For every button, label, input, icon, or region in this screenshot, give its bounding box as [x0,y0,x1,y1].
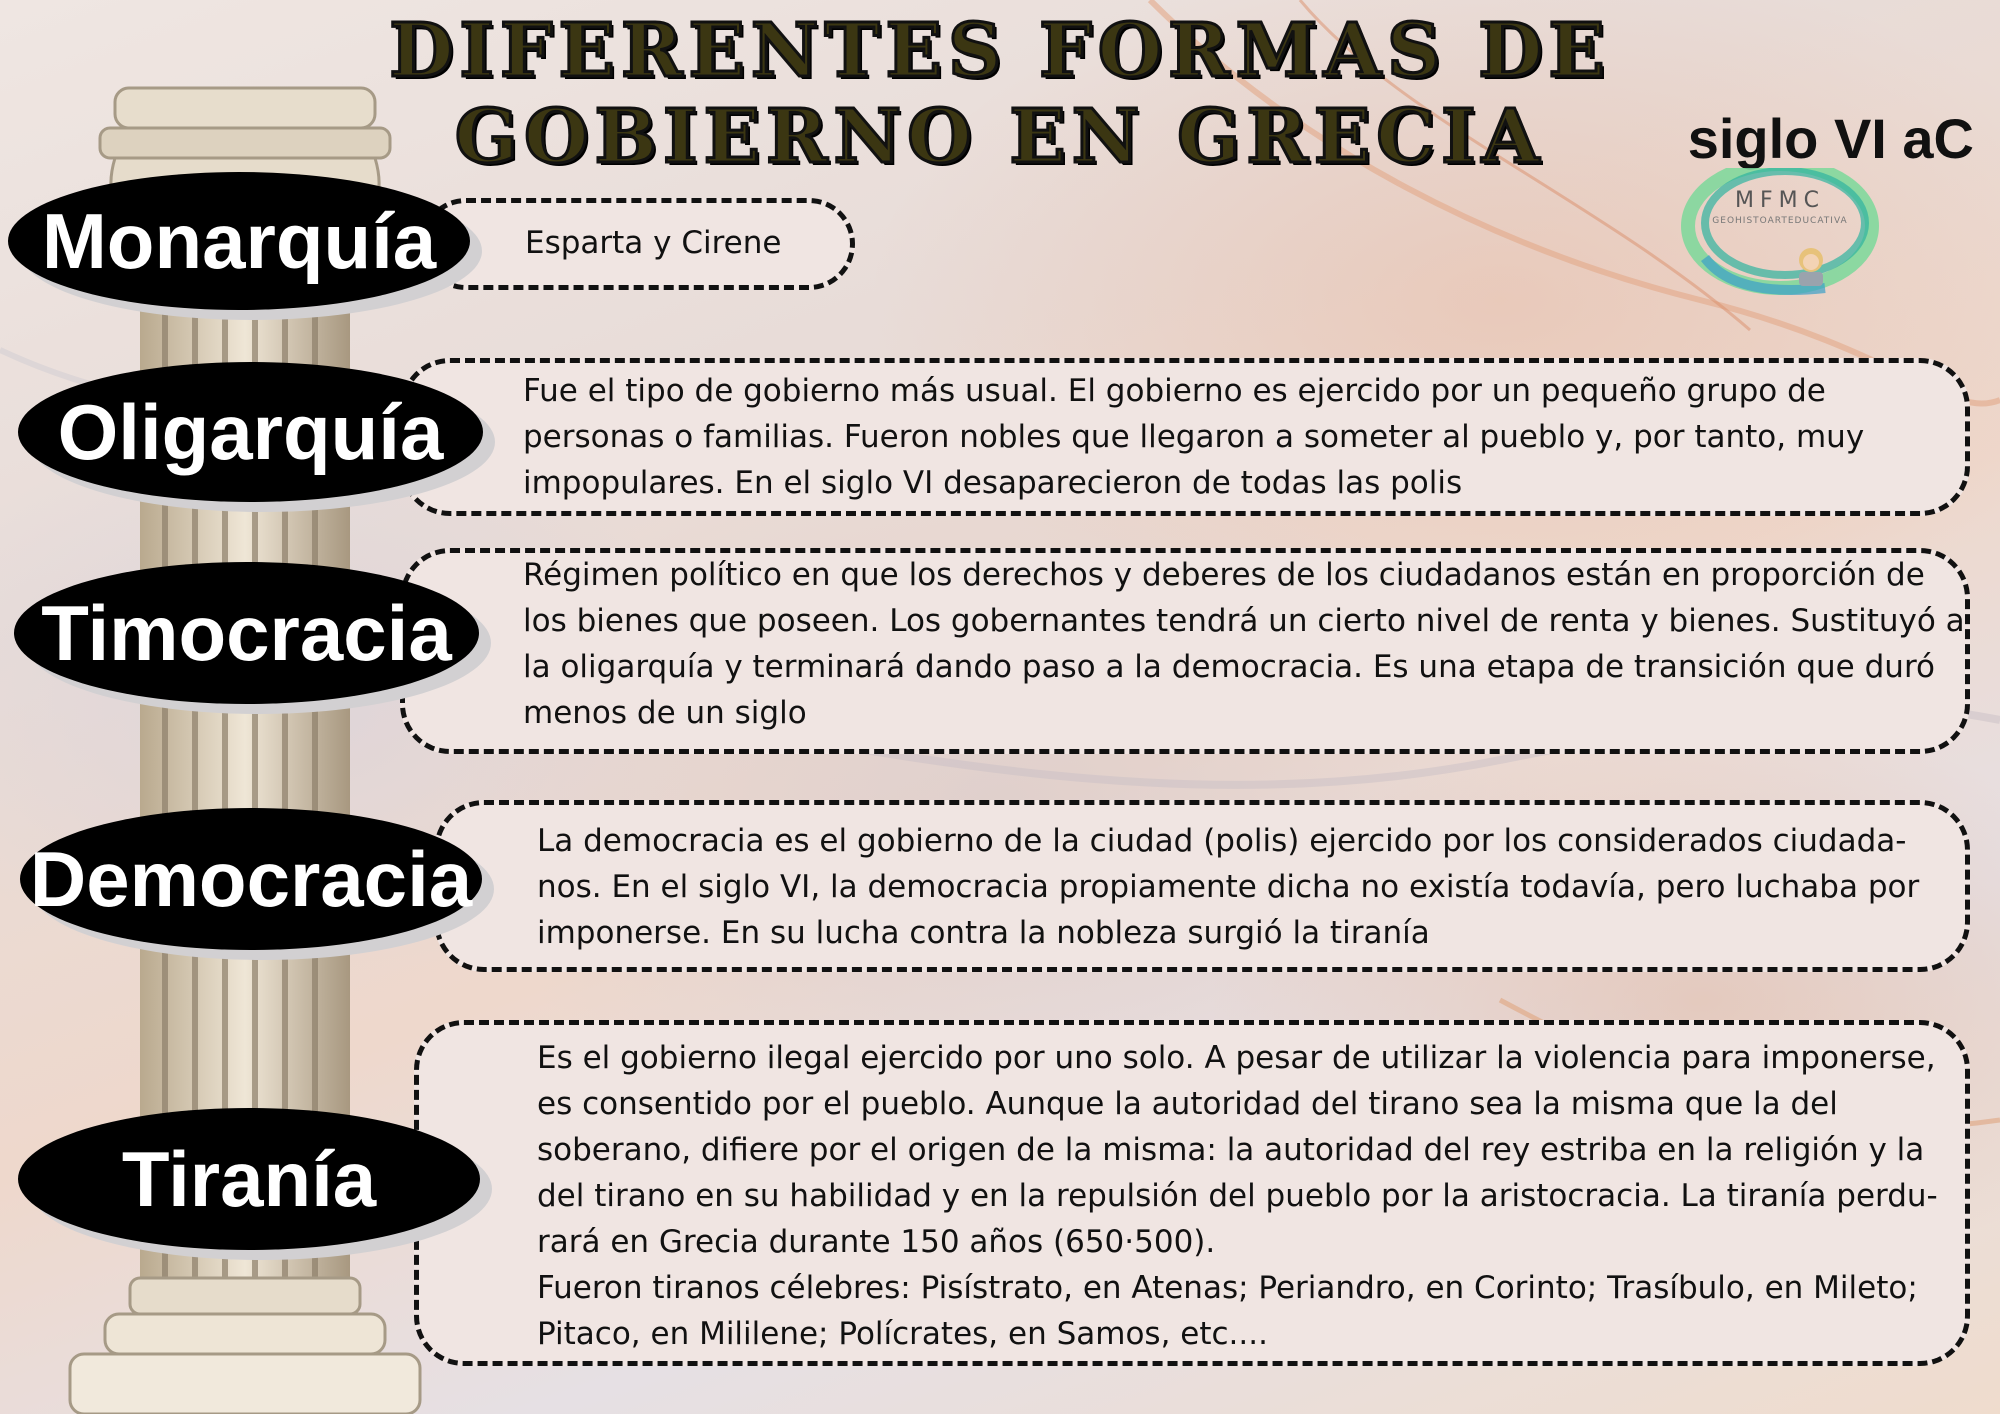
description-text: Régimen político en que los derechos y deberes de los ciudadanos están en proporción de los bienes que poseen. Los gobernantes tendrá un cierto nivel de renta y bienes. Sustituyó a la oligarquía y terminará dando paso a la democracia. Es una etapa de transición que duró menos de un siglo [523,557,1965,731]
form-description-tirania [414,1020,1970,1366]
form-description-timocracia [400,548,1970,754]
form-description-democracia [434,800,1970,972]
form-label-monarquia: Monarquía [8,172,470,310]
avatar-icon [1793,246,1829,286]
description-text: La democracia es el gobierno de la ciudad (polis) ejercido por los considerados ciudada- nos. En el siglo VI, la democracia propiamente dicha no existía todavía, pero luchaba por imponerse. En su lucha contra la nobleza surgió la tiranía [537,823,1920,951]
form-label-tirania: Tiranía [18,1108,480,1250]
form-description-monarquia [420,198,855,290]
mfmc-logo [1675,168,1885,303]
form-label-democracia: Democracia [20,808,482,950]
description-text: Es el gobierno ilegal ejercido por uno solo. A pesar de utilizar la violencia para imponerse, es consentido por el pueblo. Aunque la autoridad del tirano sea la misma que la del soberano, difiere por el origen de la misma: la autoridad del rey estriba en la religión y la del tirano en su habilidad y en la repulsión del pueblo por la aristocracia. La tiranía perdu- rará en Grecia durante 150 años (650·500). Fueron tiranos célebres: Pisístrato, en Atenas; Periandro, en Corinto; Trasíbulo, en Mileto; Pitaco, en Mililene; Polícrates, en Samos, etc.... [537,1040,1938,1352]
description-text: Esparta y Cirene [525,225,782,261]
logo-text: MFMC [1735,188,1825,213]
form-description-oligarquia [400,358,1970,516]
form-label-timocracia: Timocracia [14,562,479,704]
form-label-oligarquia: Oligarquía [18,362,483,502]
description-text: Fue el tipo de gobierno más usual. El gobierno es ejercido por un pequeño grupo de personas o familias. Fueron nobles que llegaron a someter al pueblo y, por tanto, muy impopulares. En el siglo VI desaparecieron de todas las polis [523,373,1865,501]
century-label: siglo VI aC [1687,107,1974,170]
logo-subtitle: GEOHISTOARTEDUCATIVA [1712,216,1848,226]
page-title: DIFERENTES FORMAS DE GOBIERNO EN GRECIA [389,8,1611,180]
